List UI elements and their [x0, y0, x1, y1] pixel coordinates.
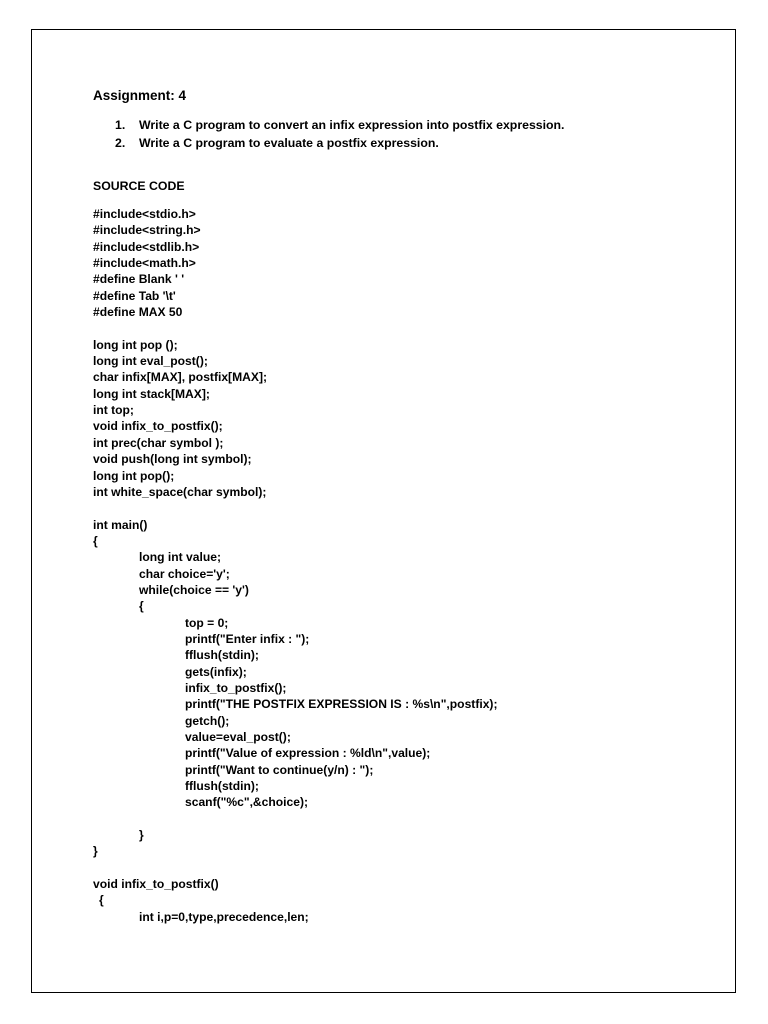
- code-line: {: [93, 533, 98, 548]
- assignment-title: Assignment: 4: [93, 88, 187, 103]
- source-code-heading: SOURCE CODE: [93, 179, 185, 193]
- code-line: long int pop ();: [93, 337, 178, 352]
- task-item: [115, 134, 564, 152]
- code-line: int main(): [93, 517, 148, 532]
- code-line: fflush(stdin);: [185, 648, 259, 663]
- code-line: while(choice == 'y'): [139, 582, 249, 597]
- code-line: char choice='y';: [139, 566, 230, 581]
- code-line: long int eval_post();: [93, 354, 208, 369]
- code-line: {: [139, 599, 144, 614]
- code-line: getch();: [185, 713, 230, 728]
- code-line: int top;: [93, 403, 134, 418]
- code-line: long int stack[MAX];: [93, 386, 210, 401]
- code-line: [93, 320, 498, 336]
- code-line: #include<string.h>: [93, 223, 201, 238]
- code-line: int white_space(char symbol);: [93, 484, 267, 499]
- code-line: infix_to_postfix();: [185, 680, 287, 695]
- task-list: [115, 116, 564, 152]
- code-line: printf("Enter infix : ");: [185, 631, 310, 646]
- code-line: void push(long int symbol);: [93, 452, 252, 467]
- code-line: long int pop();: [93, 468, 175, 483]
- task-number: 2.: [115, 136, 126, 150]
- task-text: Write a C program to convert an infix expression into postfix expression.: [139, 118, 565, 132]
- code-line: printf("Want to continue(y/n) : ");: [185, 762, 374, 777]
- source-code-block: [93, 206, 498, 925]
- code-line: #include<stdio.h>: [93, 207, 196, 221]
- code-line: {: [99, 893, 104, 908]
- task-item: [115, 116, 564, 134]
- code-line: gets(infix);: [185, 664, 247, 679]
- code-line: [93, 500, 498, 516]
- code-line: long int value;: [139, 550, 221, 565]
- code-line: void infix_to_postfix();: [93, 419, 223, 434]
- code-line: [93, 860, 498, 876]
- code-line: scanf("%c",&choice);: [185, 795, 309, 810]
- code-line: #define MAX 50: [93, 305, 183, 320]
- code-line: printf("Value of expression : %ld\n",value);: [185, 746, 431, 761]
- code-line: }: [139, 828, 144, 843]
- code-line: #define Tab '\t': [93, 288, 176, 303]
- code-line: #include<stdlib.h>: [93, 239, 200, 254]
- code-line: top = 0;: [185, 615, 229, 630]
- task-number: 1.: [115, 118, 126, 132]
- code-line: fflush(stdin);: [185, 779, 259, 794]
- code-line: #define Blank ' ': [93, 272, 185, 287]
- code-line: int prec(char symbol );: [93, 435, 224, 450]
- code-line: printf("THE POSTFIX EXPRESSION IS : %s\n",postfix);: [185, 697, 498, 712]
- code-line: }: [93, 844, 98, 859]
- code-line: int i,p=0,type,precedence,len;: [139, 909, 309, 924]
- code-line: #include<math.h>: [93, 256, 196, 271]
- code-line: [93, 811, 498, 827]
- code-line: char infix[MAX], postfix[MAX];: [93, 370, 268, 385]
- code-line: void infix_to_postfix(): [93, 877, 219, 892]
- code-line: value=eval_post();: [185, 730, 291, 744]
- task-text: Write a C program to evaluate a postfix expression.: [139, 136, 439, 150]
